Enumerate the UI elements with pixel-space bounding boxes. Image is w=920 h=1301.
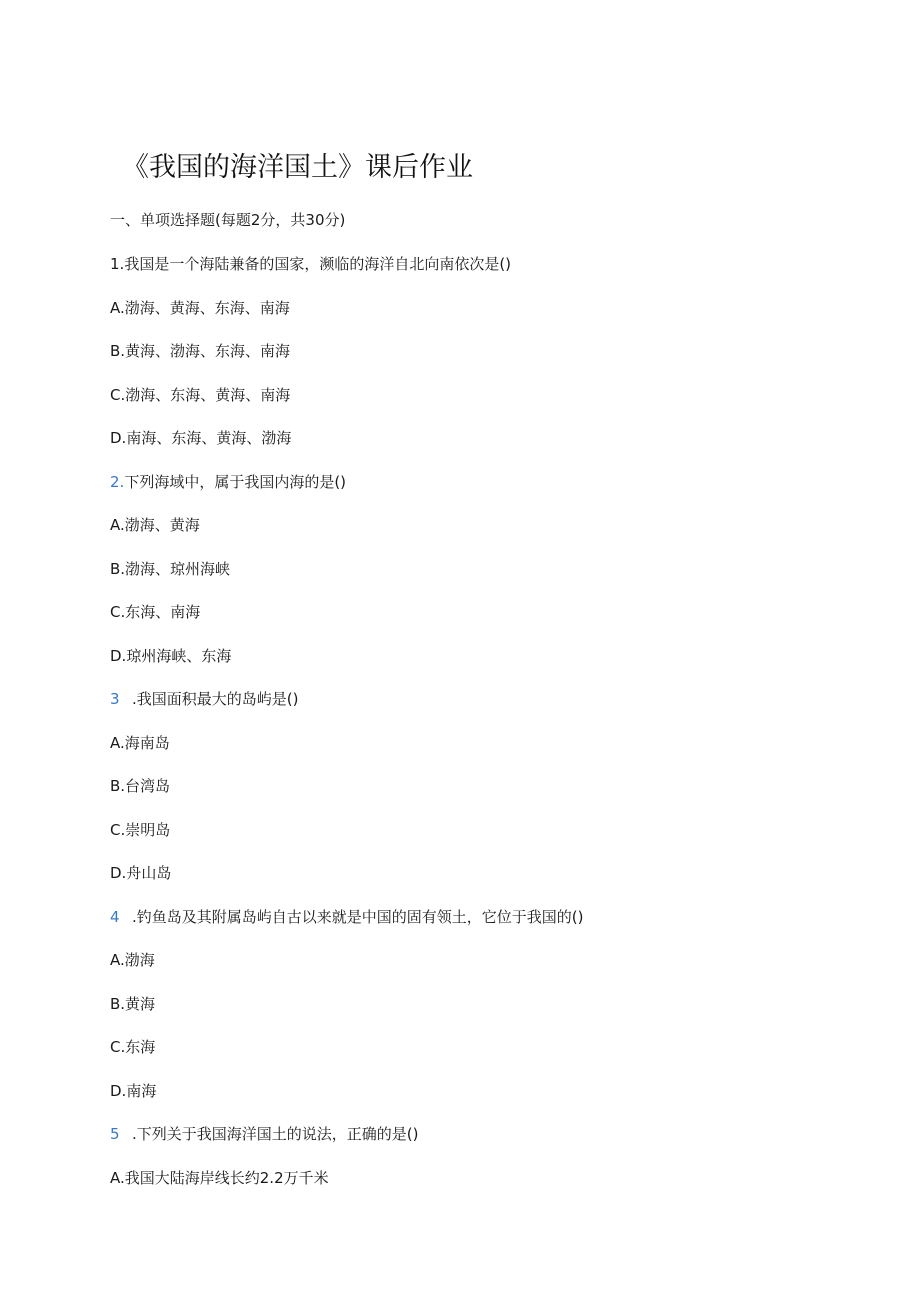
question-stem: .我国面积最大的岛屿是()	[132, 690, 299, 708]
option-3d: D.舟山岛	[110, 864, 172, 882]
option-1a: A.渤海、黄海、东海、南海	[110, 299, 290, 317]
question-stem: 下列海域中，属于我国内海的是()	[124, 473, 347, 491]
option-3b: B.台湾岛	[110, 777, 171, 795]
question-number: 1.	[110, 255, 125, 273]
option-2b: B.渤海、琼州海峡	[110, 560, 231, 578]
option-1d: D.南海、东海、黄海、渤海	[110, 429, 292, 447]
question-2	[110, 471, 346, 493]
option-4d: D.南海	[110, 1082, 157, 1100]
option-4a: A.渤海	[110, 951, 155, 969]
document-title: 《我国的海洋国土》课后作业	[122, 152, 473, 183]
question-number: 4	[110, 908, 120, 926]
option-4b: B.黄海	[110, 995, 156, 1013]
option-5a: A.我国大陆海岸线长约2.2万千米	[110, 1169, 329, 1187]
option-2a: A.渤海、黄海	[110, 516, 200, 534]
option-1b: B.黄海、渤海、东海、南海	[110, 342, 291, 360]
section-heading: 一、单项选择题(每题2分，共30分)	[110, 211, 346, 229]
question-4	[110, 906, 583, 928]
question-1	[110, 253, 511, 275]
question-stem: .下列关于我国海洋国土的说法，正确的是()	[132, 1125, 419, 1143]
question-number: 5	[110, 1125, 120, 1143]
question-5	[110, 1123, 418, 1145]
option-3a: A.海南岛	[110, 734, 170, 752]
option-1c: C.渤海、东海、黄海、南海	[110, 386, 291, 404]
question-number: 3	[110, 690, 120, 708]
question-stem: 我国是一个海陆兼备的国家，濒临的海洋自北向南依次是()	[124, 255, 512, 273]
option-4c: C.东海	[110, 1038, 156, 1056]
question-number: 2.	[110, 473, 125, 491]
option-3c: C.崇明岛	[110, 821, 171, 839]
question-stem: .钓鱼岛及其附属岛屿自古以来就是中国的固有领土，它位于我国的()	[132, 908, 584, 926]
option-2d: D.琼州海峡、东海	[110, 647, 232, 665]
option-2c: C.东海、南海	[110, 603, 201, 621]
question-3	[110, 688, 298, 710]
